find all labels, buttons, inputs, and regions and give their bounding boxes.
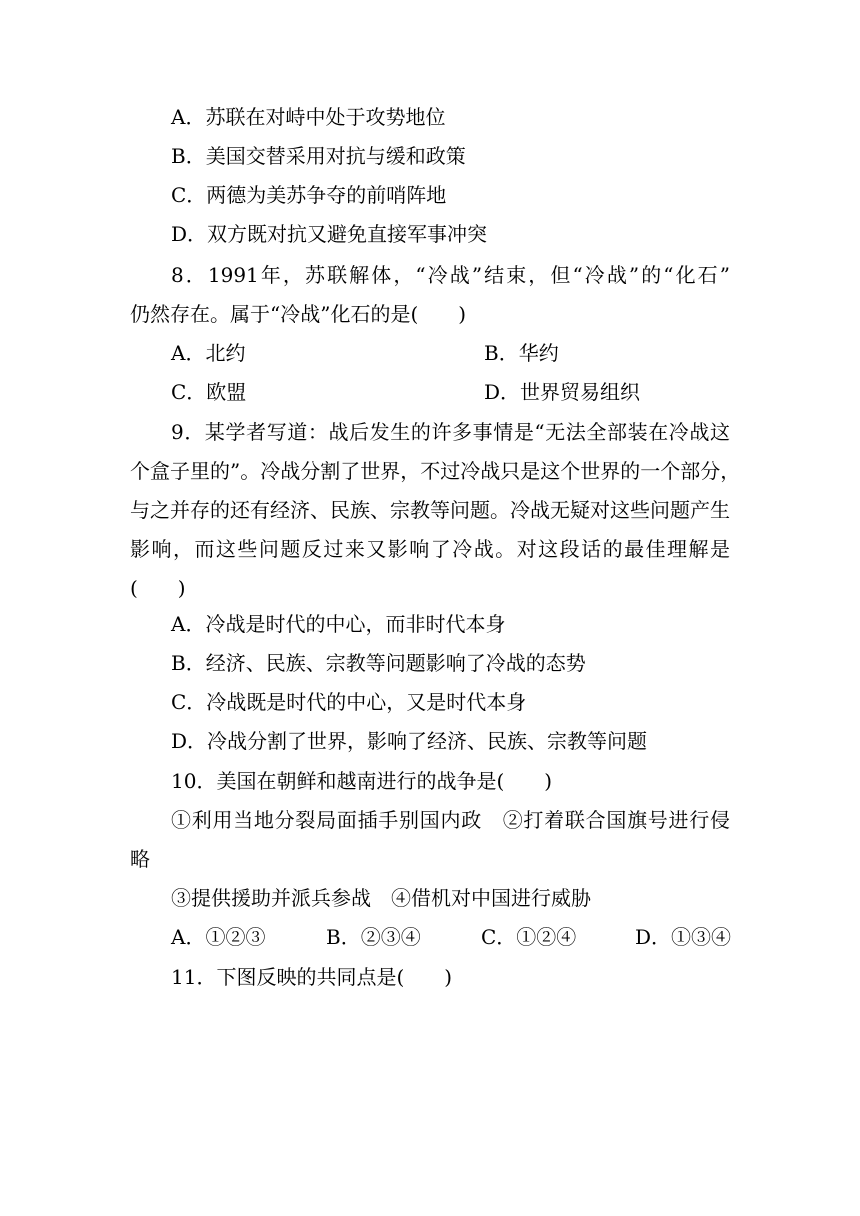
q8-option-b: B．华约 — [484, 341, 559, 365]
q7-option-d: D．双方既对抗又避免直接军事冲突 — [171, 222, 488, 246]
q8-stem-line1: 8．1991年，苏联解体，“冷战”结束，但“冷战”的“化石” — [171, 263, 730, 287]
q9-option-d: D．冷战分割了世界，影响了经济、民族、宗教等问题 — [171, 729, 648, 753]
q10-items-1-2-continued: 略 — [130, 847, 150, 871]
q10-option-a: A．①②③ — [171, 925, 266, 949]
q9-option-b: B．经济、民族、宗教等问题影响了冷战的态势 — [171, 651, 586, 675]
q8-stem-line2: 仍然存在。属于“冷战”化石的是( ) — [130, 302, 467, 326]
q9-option-a: A．冷战是时代的中心，而非时代本身 — [171, 612, 506, 636]
q10-items-3-4: ③提供援助并派兵参战 ④借机对中国进行威胁 — [171, 886, 591, 910]
q7-option-a: A．苏联在对峙中处于攻势地位 — [171, 105, 446, 129]
q9-stem-line5: ( ) — [130, 576, 186, 600]
q7-option-c: C．两德为美苏争夺的前哨阵地 — [171, 183, 447, 207]
q10-items-1-2: ①利用当地分裂局面插手别国内政 ②打着联合国旗号进行侵 — [171, 808, 730, 832]
q9-option-c: C．冷战既是时代的中心，又是时代本身 — [171, 690, 527, 714]
q10-option-d: D．①③④ — [635, 925, 732, 949]
q9-stem-line2: 个盒子里的”。冷战分割了世界，不过冷战只是这个世界的一个部分， — [130, 459, 741, 483]
q8-option-c: C．欧盟 — [171, 380, 247, 404]
q7-option-b: B．美国交替采用对抗与缓和政策 — [171, 144, 466, 168]
q9-stem-line4: 影响，而这些问题反过来又影响了冷战。对这段话的最佳理解是 — [130, 537, 730, 561]
q8-option-a: A．北约 — [171, 341, 246, 365]
q8-option-d: D．世界贸易组织 — [484, 380, 641, 404]
q10-option-c: C．①②④ — [481, 925, 577, 949]
q9-stem-line1: 9．某学者写道：战后发生的许多事情是“无法全部装在冷战这 — [171, 420, 730, 444]
q10-stem: 10．美国在朝鲜和越南进行的战争是( ) — [171, 769, 553, 793]
q9-stem-line3: 与之并存的还有经济、民族、宗教等问题。冷战无疑对这些问题产生 — [130, 498, 730, 522]
q11-stem: 11．下图反映的共同点是( ) — [171, 965, 453, 989]
q10-option-b: B．②③④ — [326, 925, 421, 949]
